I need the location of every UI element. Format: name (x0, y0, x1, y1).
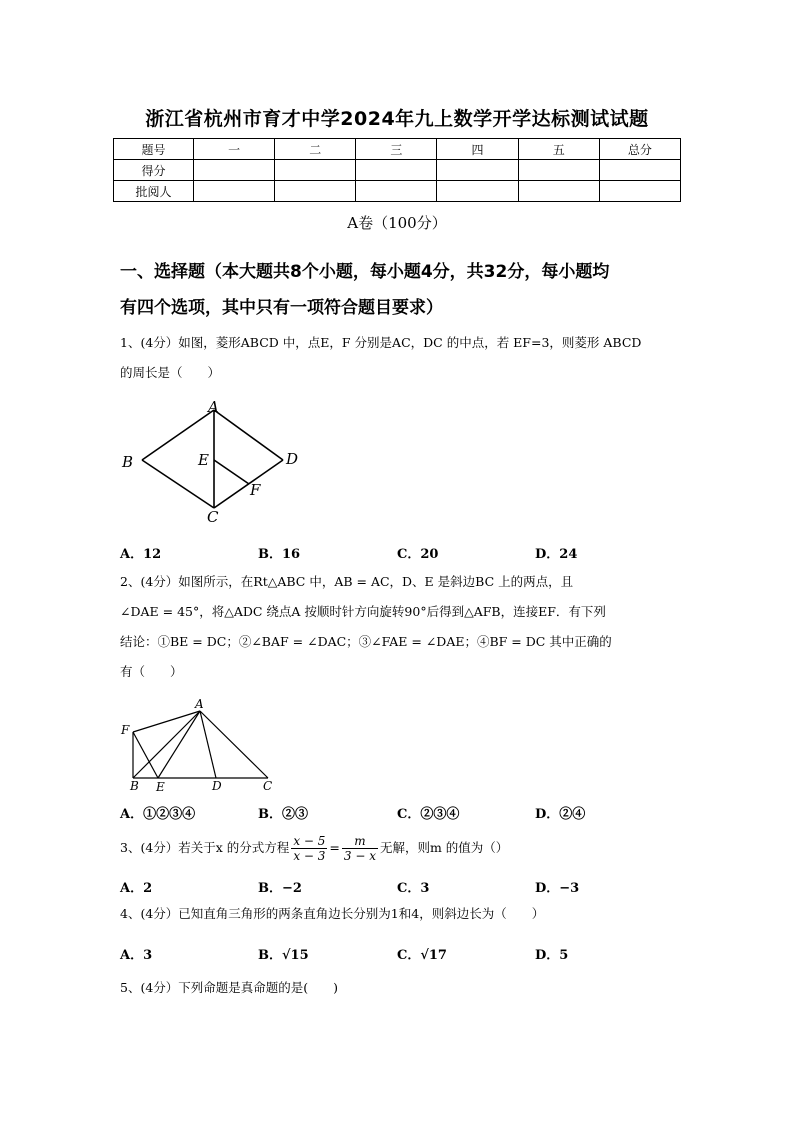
section-a-heading: A卷（100分） (347, 214, 447, 232)
q1-label-c: C (207, 508, 219, 526)
score-row (114, 160, 681, 181)
score-cell (437, 160, 518, 181)
header-cell: 题号 (114, 139, 194, 160)
q4-option-a: A．3 (120, 948, 153, 963)
q3-option-a: A．2 (120, 881, 153, 896)
q2-option-b: B．②③ (258, 807, 308, 822)
q3-fraction-1 (291, 834, 327, 863)
q1-label-e: E (198, 451, 209, 469)
score-cell (356, 160, 437, 181)
question-5-text: 5、(4分）下列命题是真命题的是( ) (120, 980, 339, 995)
q3-frac1-numerator: x − 5 (293, 834, 326, 848)
q3-option-d: D．−3 (535, 881, 580, 896)
score-table (113, 138, 681, 202)
reviewer-cell (275, 181, 356, 202)
header-cell: 总分 (599, 139, 680, 160)
row-label: 得分 (114, 160, 194, 181)
q1-option-b: B．16 (258, 547, 301, 562)
q2-line2: ∠DAE = 45°，将△ADC 绕点A 按顺时针方向旋转90°后得到△AFB，连接EF．有下列 (120, 604, 606, 619)
reviewer-cell (599, 181, 680, 202)
q2-label-e: E (156, 780, 165, 794)
q2-label-a: A (195, 697, 204, 711)
q2-label-d: D (212, 779, 222, 793)
reviewer-cell (437, 181, 518, 202)
part1-heading-line2: 有四个选项，其中只有一项符合题目要求） (120, 298, 443, 318)
q3-frac2-numerator: m (342, 834, 378, 849)
q2-triangle-figure (118, 696, 282, 796)
q1-option-d: D．24 (535, 547, 578, 562)
q3-option-c: C．3 (397, 881, 430, 896)
q2-line4: 有（ ） (120, 664, 183, 679)
part1-heading-line1: 一、选择题（本大题共8个小题，每小题4分，共32分，每小题均 (120, 262, 610, 282)
header-cell: 三 (356, 139, 437, 160)
q1-option-c: C．20 (397, 547, 439, 562)
q3-prefix: 3、(4分）若关于x 的分式方程 (120, 840, 290, 855)
question-2-text (120, 567, 685, 687)
q2-option-a: A．①②③④ (120, 807, 196, 822)
q3-option-b: B．−2 (258, 881, 302, 896)
q1-label-b: B (122, 453, 134, 471)
reviewer-cell (518, 181, 599, 202)
q2-label-c: C (263, 779, 273, 793)
q4-option-d: D．5 (535, 948, 569, 963)
header-cell: 四 (437, 139, 518, 160)
q3-equals: = (329, 840, 340, 855)
q3-frac1-denominator: x − 3 (293, 849, 326, 863)
q1-line1: 1、(4分）如图，菱形ABCD 中，点E，F 分别是AC，DC 的中点，若 EF=3，则菱形 ABCD (120, 335, 642, 350)
reviewer-row (114, 181, 681, 202)
q2-option-c: C．②③④ (397, 807, 460, 822)
header-cell: 一 (194, 139, 275, 160)
q2-line1: 2、(4分）如图所示，在Rt△ABC 中，AB = AC，D、E 是斜边BC 上的两点，且 (120, 574, 574, 589)
part1-heading (120, 254, 680, 326)
q1-rhombus-figure (118, 396, 318, 526)
q4-option-b: B．√15 (258, 948, 309, 963)
page-title: 浙江省杭州市育才中学2024年九上数学开学达标测试试题 (145, 108, 649, 130)
score-table-header-row (114, 139, 681, 160)
q3-frac2-denominator: 3 − x (343, 849, 376, 863)
q3-suffix: 无解，则m 的值为（） (379, 840, 509, 855)
q2-label-f: F (121, 723, 130, 737)
reviewer-cell (356, 181, 437, 202)
question-3-text (120, 832, 685, 864)
q1-line2: 的周长是（ ） (120, 365, 221, 380)
q1-label-a: A (208, 398, 219, 416)
q4-option-c: C．√17 (397, 948, 447, 963)
q2-label-b: B (130, 779, 139, 793)
q2-line3: 结论：①BE = DC；②∠BAF = ∠DAC；③∠FAE = ∠DAE；④BF = DC 其中正确的 (120, 634, 612, 649)
q1-label-f: F (250, 481, 261, 499)
question-1-text (120, 328, 685, 388)
header-cell: 五 (518, 139, 599, 160)
score-cell (194, 160, 275, 181)
question-4-text: 4、(4分）已知直角三角形的两条直角边长分别为1和4，则斜边长为（ ） (120, 906, 545, 921)
header-cell: 二 (275, 139, 356, 160)
score-cell (599, 160, 680, 181)
row-label: 批阅人 (114, 181, 194, 202)
q2-option-d: D．②④ (535, 807, 586, 822)
q3-fraction-2 (342, 834, 378, 863)
score-cell (518, 160, 599, 181)
score-cell (275, 160, 356, 181)
q1-label-d: D (286, 450, 299, 468)
reviewer-cell (194, 181, 275, 202)
q1-option-a: A．12 (120, 547, 162, 562)
